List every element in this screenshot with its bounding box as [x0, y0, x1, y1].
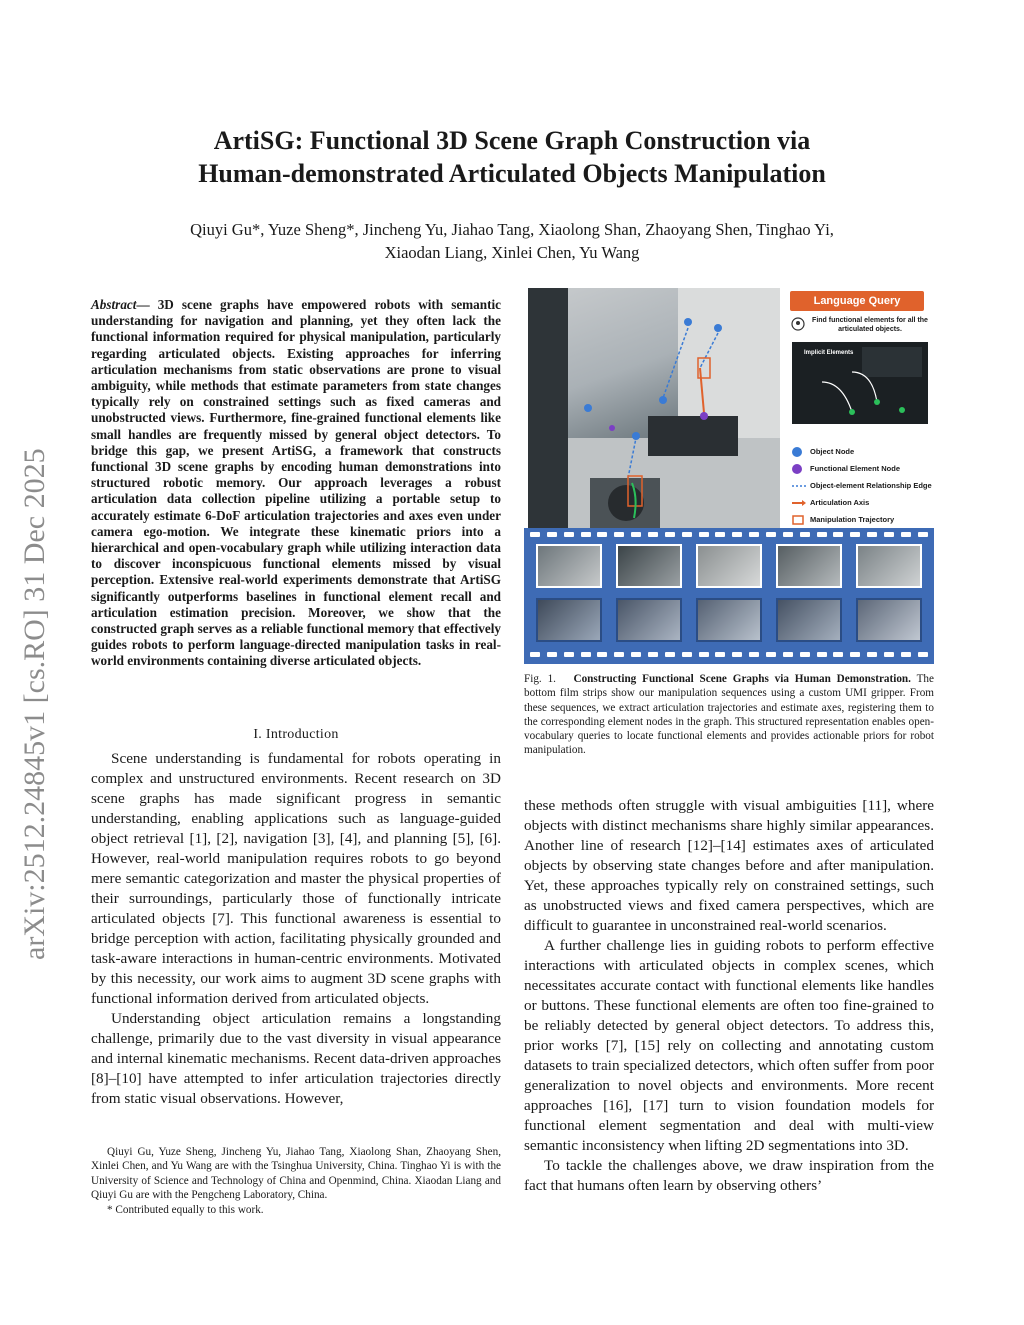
intro-paragraph-4: A further challenge lies in guiding robots to perform effective interactions with articulated objects in complex scenes, which necessitates accurate contact with functional elements like handles or buttons. These functional elements are often too fine-grained to be reliably detected by general object detectors. To address this, prior works [7], [15] rely on collecting and annotating custom datasets to train specialized detectors, which often suffer from poor generalization to novel objects and environments. More recent approaches [16], [17] turn to vision foundation models for functional element segmentation and deal with multi-view semantic inconsistency when lifting 2D segmentations into 3D.	[524, 937, 934, 1154]
film-perforations-top	[530, 532, 928, 538]
authors-line-1: Qiuyi Gu*, Yuze Sheng*, Jincheng Yu, Jiahao Tang, Xiaolong Shan, Zhaoyang Shen, Tinghao Yi,	[190, 220, 834, 239]
film-frame	[696, 544, 762, 588]
footnote-affiliations: Qiuyi Gu, Yuze Sheng, Jincheng Yu, Jiahao Tang, Xiaolong Shan, Zhaoyang Shen, Xinlei Chen, and Yu Wang are with the Tsinghua University, China. Tinghao Yi is with the University of Science and Technology of China and Openmind, China. Xiaodan Liang and Qiuyi Gu are with the Pengcheng Laboratory, China.	[91, 1146, 501, 1202]
footnote-equal-contribution: * Contributed equally to this work.	[107, 1203, 264, 1216]
legend-label: Object Node	[810, 447, 855, 456]
legend-label: Functional Element Node	[810, 464, 901, 473]
film-strip	[524, 528, 934, 664]
film-frame	[616, 598, 682, 642]
abstract-text: — 3D scene graphs have empowered robots with semantic understanding for navigation and planning, yet they often lack the functional information required for physical manipulation, particularly regarding articulated objects. Existing approaches for inferring articulation mechanisms from static observations are prone to visual ambiguity, while methods that estimate parameters from state changes typically rely on constrained settings such as fixed cameras and unobstructed views. Furthermore, fine-grained functional elements like small handles are frequently missed by general object detectors. To bridge this gap, we present ArtiSG, a framework that constructs functional 3D scene graphs by encoding human demonstrations into structured robotic memory. Our approach leverages a robust articulation data collection pipeline utilizing a portable setup to accurately estimate 6-DoF articulation trajectories and axes even under camera ego-motion. We integrate these kinematic priors into a hierarchical and open-vocabulary graph while utilizing interaction data to discover inconspicuous functional elements missed by visual perception. Extensive real-world experiments demonstrate that ArtiSG significantly outperforms baselines in functional element recall and articulation estimation precision. Moreover, we show that the constructed graph serves as a reliable functional memory that effectively guides robots to perform language-directed manipulation tasks in real-world environments containing diverse articulated objects.	[91, 297, 501, 669]
film-frame	[616, 544, 682, 588]
object-node-marker	[792, 447, 802, 457]
legend-item-relationship-edge	[790, 480, 934, 497]
implicit-elements-image	[792, 342, 928, 424]
legend-item-articulation-axis	[790, 497, 934, 514]
figure-legend	[790, 446, 934, 531]
film-frame	[536, 598, 602, 642]
title-line-2: Human-demonstrated Articulated Objects Manipulation	[198, 159, 826, 188]
axis-marker	[792, 498, 806, 508]
film-frame	[696, 598, 762, 642]
film-frames-row-2	[536, 598, 922, 642]
implicit-elements-label: Implicit Elements	[804, 350, 854, 356]
legend-label: Articulation Axis	[810, 498, 870, 507]
paper-title	[0, 124, 1024, 190]
intro-paragraph-3: these methods often struggle with visual ambiguities [11], where objects with distinct mechanisms share highly similar appearances. Another line of research [12]–[14] estimates axes of articulated objects by observing state changes before and after manipulation. Yet, these approaches typically rely on constrained settings, such as unobstructed views and fixed camera perspectives, which are difficult to guarantee in unconstrained real-world scenarios.	[524, 797, 934, 934]
trajectory-marker	[792, 515, 804, 525]
caption-label: Fig. 1.	[524, 673, 556, 685]
element-node-marker	[792, 464, 802, 474]
legend-label: Manipulation Trajectory	[810, 515, 895, 524]
intro-left-column	[91, 749, 501, 1109]
edge-marker	[792, 481, 806, 491]
intro-paragraph-5: To tackle the challenges above, we draw inspiration from the fact that humans often learn by observing others’	[524, 1157, 934, 1194]
film-frame	[856, 598, 922, 642]
caption-bold-title: Constructing Functional Scene Graphs via Human Demonstration.	[573, 673, 911, 685]
film-frame	[776, 598, 842, 642]
intro-paragraph-1: Scene understanding is fundamental for robots operating in complex and unstructured environments. Recent research on 3D scene graphs has made significant progress in semantic understanding, enabling applications such as language-guided object retrieval [1], [2], navigation [3], [4], and planning [5], [6]. However, real-world manipulation requires robots to go beyond mere semantic categorization and master the physical properties of their surroundings, particularly those of functionally intricate articulated objects [7]. This functional awareness is essential to bridge perception with action, facilitating physically grounded and task-aware interactions in human-centric environments. Motivated by this necessity, our work aims to augment 3D scene graphs with functional information derived from articulated objects.	[91, 750, 501, 1007]
film-frame	[776, 544, 842, 588]
speech-person-icon	[790, 316, 808, 334]
figure-1	[524, 288, 934, 664]
implicit-elements-overlay	[792, 342, 928, 424]
abstract-label: Abstract	[91, 297, 137, 312]
film-perforations-bottom	[530, 652, 928, 658]
author-list	[0, 218, 1024, 264]
authors-line-2: Xiaodan Liang, Xinlei Chen, Yu Wang	[384, 243, 640, 262]
scene-graph-overlay	[528, 288, 780, 528]
intro-paragraph-2: Understanding object articulation remains a longstanding challenge, primarily due to the vast diversity in visual appearance and internal kinematic mechanisms. Recent data-driven approaches [8]–[10] have attempted to infer articulation trajectories directly from static visual observations. However,	[91, 1010, 501, 1107]
affiliation-footnote	[91, 1145, 501, 1217]
kitchen-scene-image	[528, 288, 780, 528]
abstract	[91, 297, 501, 670]
language-query-text: Find functional elements for all the articulated objects.	[812, 317, 928, 333]
legend-item-element-node	[790, 463, 934, 480]
intro-right-column	[524, 796, 934, 1196]
figure-1-caption	[524, 672, 934, 758]
film-frame	[856, 544, 922, 588]
arxiv-identifier: arXiv:2512.24845v1 [cs.RO] 31 Dec 2025	[18, 448, 51, 960]
language-query-title: Language Query	[790, 291, 924, 311]
film-frames-row-1	[536, 544, 922, 588]
title-line-1: ArtiSG: Functional 3D Scene Graph Construction via	[213, 126, 811, 155]
legend-label: Object-element Relationship Edge	[810, 481, 932, 490]
film-frame	[536, 544, 602, 588]
section-heading-introduction: I. Introduction	[253, 727, 339, 742]
legend-item-object-node	[790, 446, 934, 463]
caption-text: The bottom film strips show our manipulation sequences using a custom UMI gripper. From these sequences, we extract articulation trajectories and estimate axes, registering them to the corresponding element nodes in the graph. This structured representation enables open-vocabulary queries to locate functional elements and provides actionable priors for robot manipulation.	[524, 673, 934, 757]
query-and-legend-panel	[780, 288, 934, 528]
